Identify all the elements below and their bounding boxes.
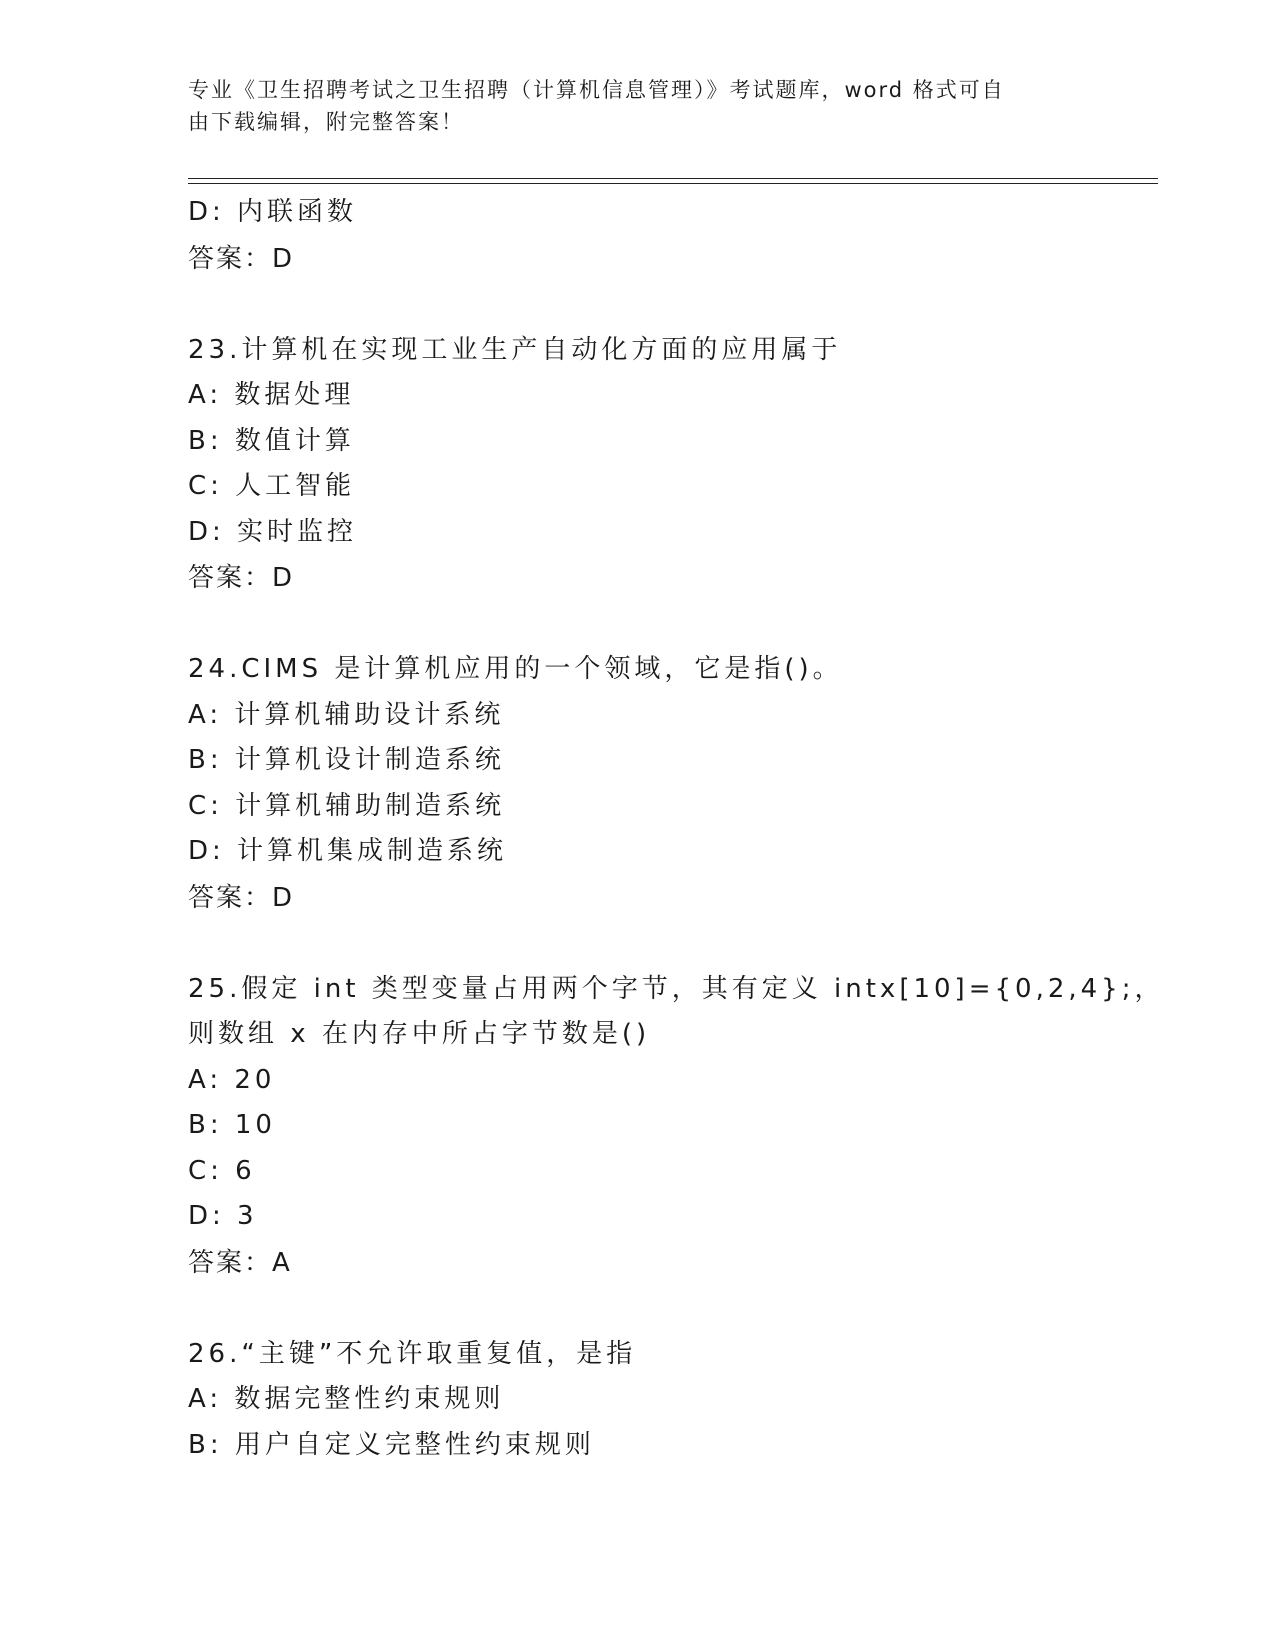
header-line-2: 由下载编辑，附完整答案！ — [188, 110, 464, 134]
question-23-option-a: A: 数据处理 — [188, 380, 355, 410]
question-25-answer: 答案：A — [188, 1247, 292, 1278]
question-23-stem: 23.计算机在实现工业生产自动化方面的应用属于 — [188, 334, 842, 365]
header-divider-bottom — [188, 183, 1158, 184]
document-header — [188, 74, 1068, 138]
question-23-option-b: B: 数值计算 — [188, 425, 355, 456]
question-24-option-d: D: 计算机集成制造系统 — [188, 836, 508, 866]
question-24-option-c: C: 计算机辅助制造系统 — [188, 790, 506, 821]
question-26-option-b: B: 用户自定义完整性约束规则 — [188, 1429, 595, 1460]
question-24-option-a: A: 计算机辅助设计系统 — [188, 699, 505, 730]
question-25-option-c: C: 6 — [188, 1155, 256, 1186]
spacer — [188, 1286, 1168, 1332]
question-content — [188, 190, 1168, 1468]
spacer — [188, 282, 1168, 328]
spacer — [188, 921, 1168, 967]
spacer — [188, 601, 1168, 647]
question-25-stem-line-2: 则数组 x 在内存中所占字节数是() — [188, 1019, 651, 1049]
question-26-option-a: A: 数据完整性约束规则 — [188, 1384, 505, 1414]
question-25-stem-line-1: 25.假定 int 类型变量占用两个字节，其有定义 intx[10]={0,2,4};， — [188, 973, 1165, 1004]
question-23-answer: 答案：D — [188, 563, 295, 593]
question-25-option-a: A: 20 — [188, 1064, 276, 1095]
question-23-option-c: C: 人工智能 — [188, 471, 356, 501]
header-line-1: 专业《卫生招聘考试之卫生招聘（计算机信息管理）》考试题库，word 格式可自 — [188, 78, 1005, 102]
prev-option-d: D: 内联函数 — [188, 197, 358, 227]
question-24-stem: 24.CIMS 是计算机应用的一个领域，它是指()。 — [188, 654, 843, 684]
question-24-option-b: B: 计算机设计制造系统 — [188, 745, 505, 775]
prev-answer: 答案：D — [188, 243, 295, 274]
question-26-stem: 26.“主键”不允许取重复值，是指 — [188, 1338, 637, 1369]
question-25-option-d: D: 3 — [188, 1201, 258, 1231]
header-divider-top — [188, 178, 1158, 179]
question-25-option-b: B: 10 — [188, 1110, 276, 1140]
question-23-option-d: D: 实时监控 — [188, 516, 358, 547]
question-24-answer: 答案：D — [188, 882, 295, 913]
